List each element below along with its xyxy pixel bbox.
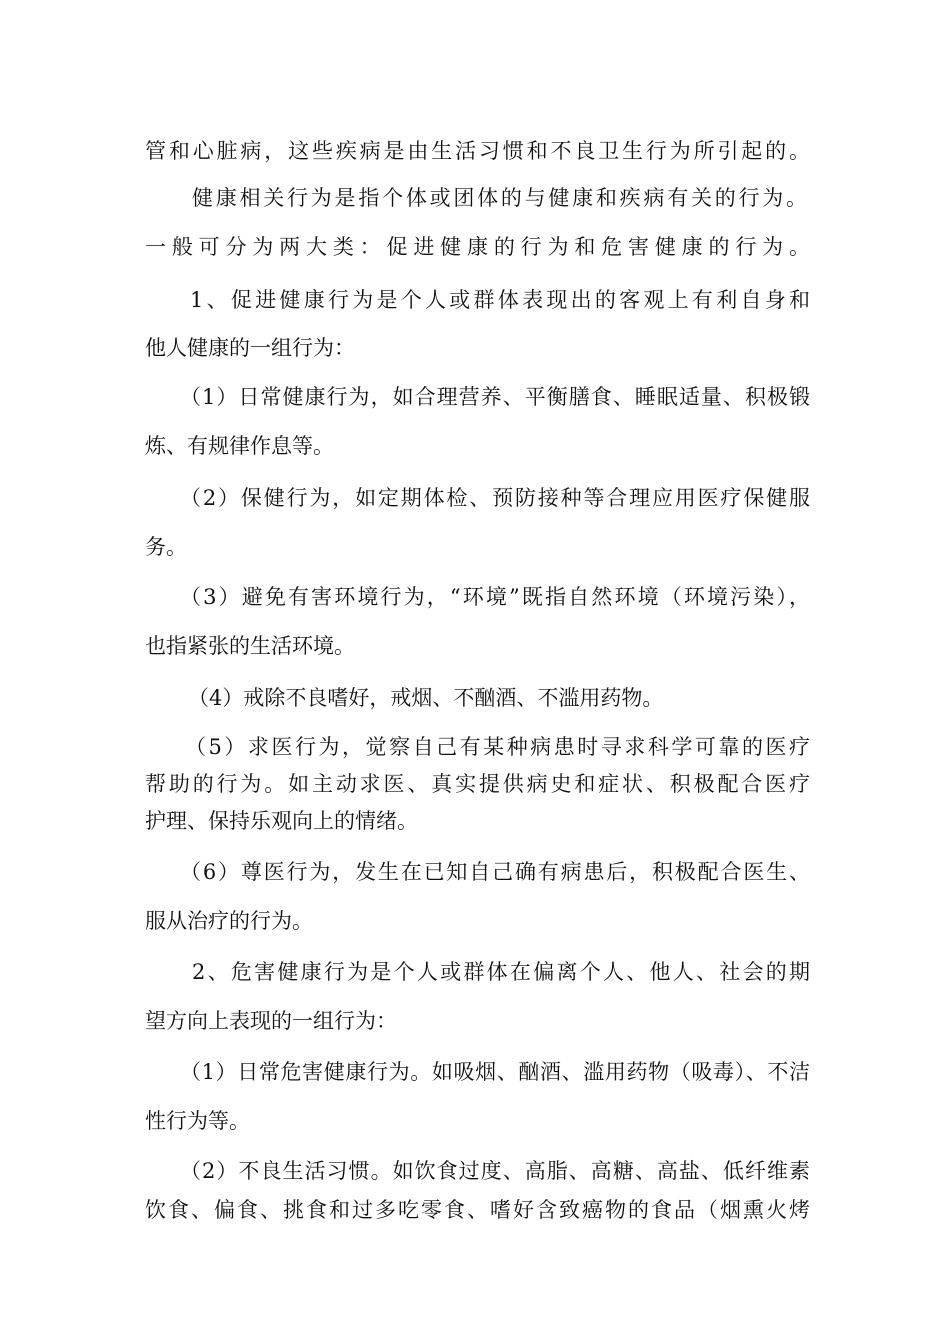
list-item: （5）求医行为，觉察自己有某种病患时寻求科学可靠的医疗 — [185, 735, 810, 759]
paragraph-line: 管和心脏病，这些疾病是由生活习惯和不良卫生行为所引起的。 — [145, 139, 810, 163]
list-item: （1）日常危害健康行为。如吸烟、酗酒、滥用药物（吸毒）、不洁 — [180, 1060, 810, 1084]
paragraph-line: 一般可分为两大类：促进健康的行为和危害健康的行为。 — [145, 235, 810, 259]
paragraph-line: 炼、有规律作息等。 — [145, 434, 334, 458]
paragraph-line: 服从治疗的行为。 — [145, 909, 313, 933]
paragraph-line: 也指紧张的生活环境。 — [145, 634, 355, 658]
list-item: （3）避免有害环境行为，“环境”既指自然环境（环境污染）， — [180, 585, 810, 609]
paragraph-line: 护理、保持乐观向上的情绪。 — [145, 809, 418, 833]
paragraph-line: 性行为等。 — [145, 1109, 250, 1133]
list-item: （2）不良生活习惯。如饮食过度、高脂、高糖、高盐、低纤维素 — [180, 1159, 810, 1183]
paragraph-line: 望方向上表现的一组行为： — [145, 1009, 397, 1033]
paragraph-line: 务。 — [145, 535, 187, 559]
list-item: （1）日常健康行为，如合理营养、平衡膳食、睡眠适量、积极锻 — [180, 385, 810, 409]
paragraph-line: 帮助的行为。如主动求医、真实提供病史和症状、积极配合医疗 — [145, 772, 810, 796]
paragraph-line: 饮食、偏食、挑食和过多吃零食、嗜好含致癌物的食品（烟熏火烤 — [145, 1198, 810, 1222]
list-item: （4）戒除不良嗜好，戒烟、不酗酒、不滥用药物。 — [188, 686, 664, 710]
section-heading-2: 2、危害健康行为是个人或群体在偏离个人、他人、社会的期 — [192, 960, 810, 984]
paragraph-line: 健康相关行为是指个体或团体的与健康和疾病有关的行为。 — [192, 186, 807, 210]
list-item: （6）尊医行为，发生在已知自己确有病患后，积极配合医生、 — [180, 860, 810, 884]
list-item: （2）保健行为，如定期体检、预防接种等合理应用医疗保健服 — [180, 486, 810, 510]
section-heading-1: 1、促进健康行为是个人或群体表现出的客观上有利自身和 — [190, 288, 810, 312]
paragraph-line: 他人健康的一组行为： — [145, 336, 355, 360]
